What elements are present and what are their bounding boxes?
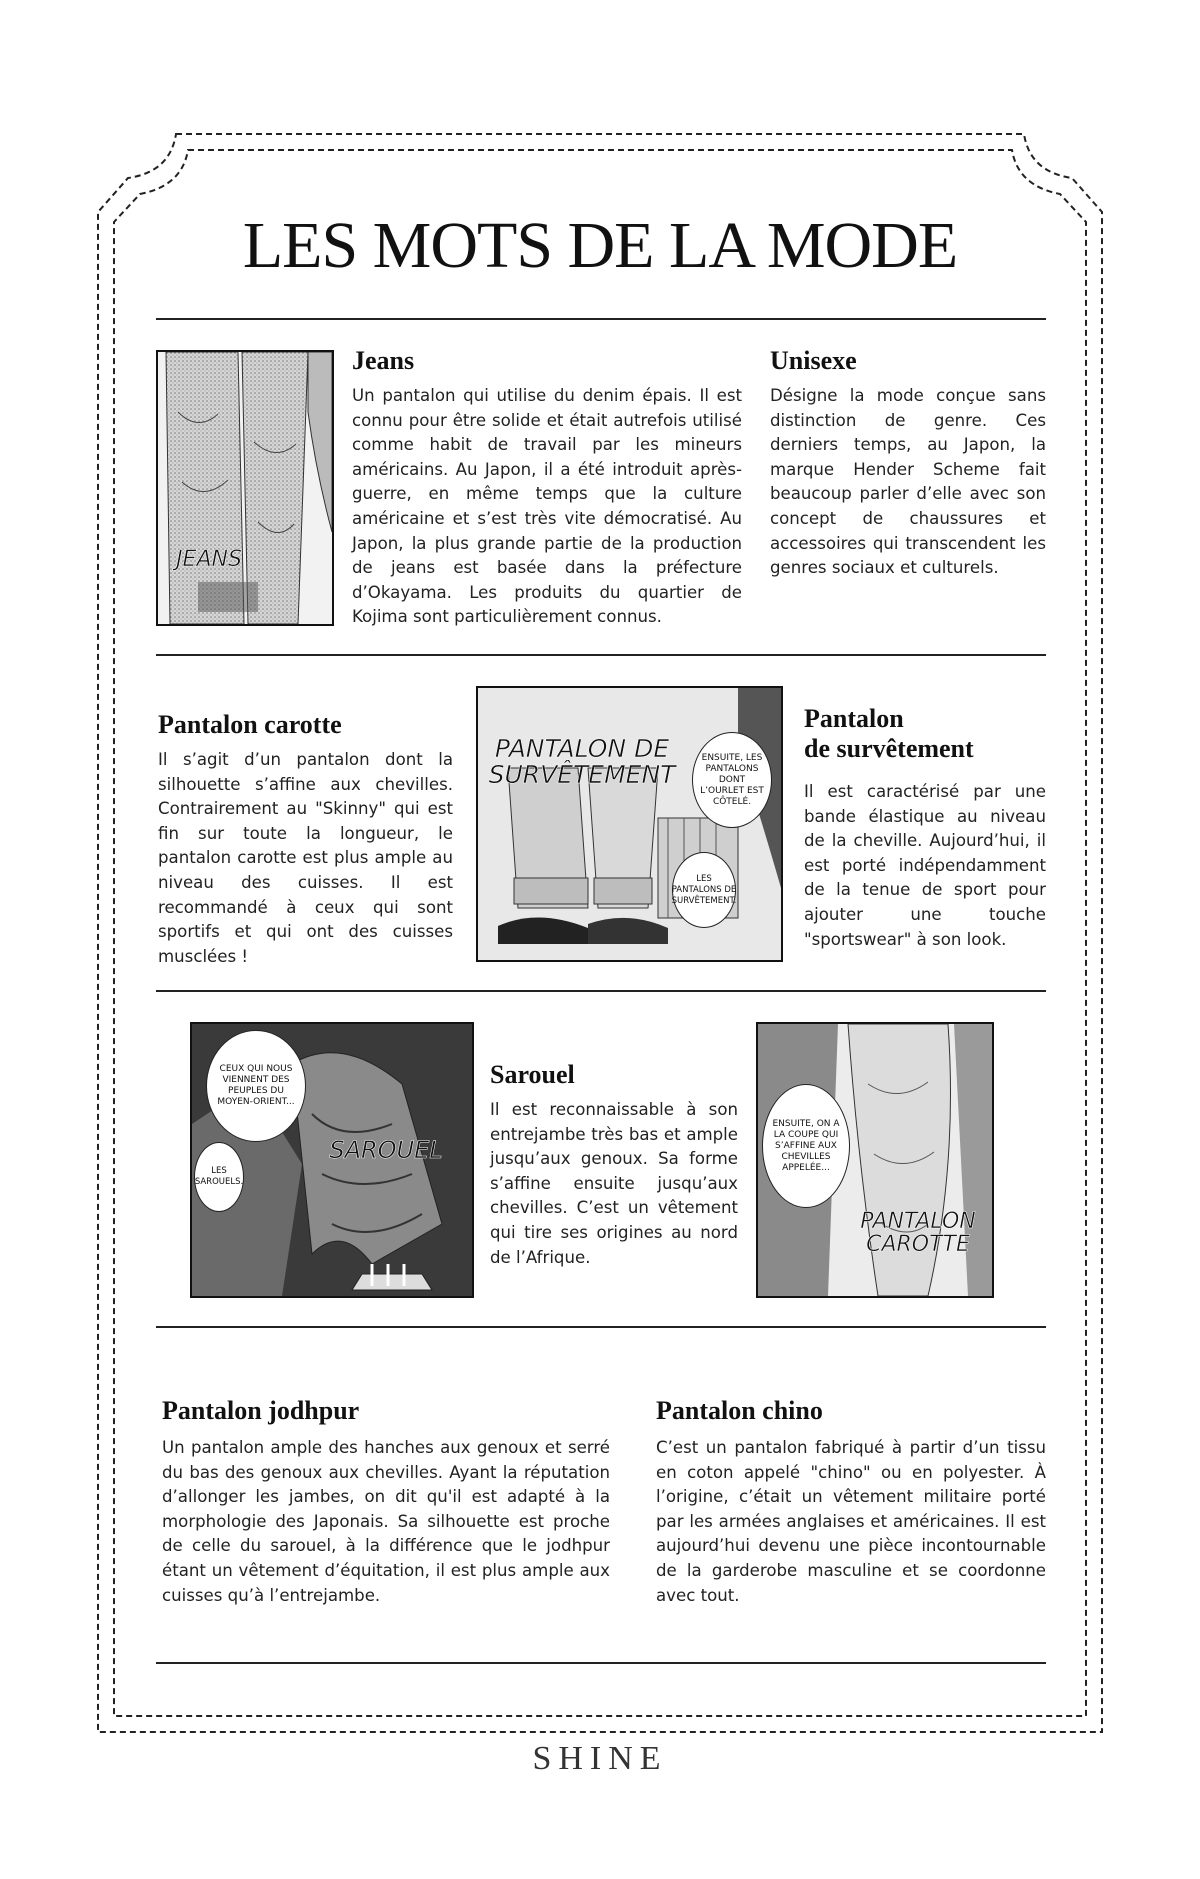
speech-bubble: ENSUITE, ON A LA COUPE QUI S’AFFINE AUX CHEVILLES APPELÉE... — [762, 1084, 850, 1208]
carotte-body: Il s’agit d’un pantalon dont la silhouette s’affine aux chevilles. Contrairement au "Skinny" qui est fin sur toute la longueur, le pantalon carotte est plus ample au niveau des cuisses. Il est recommandé à ceux qui sont sportifs et qui ont des cuisses musclées ! — [158, 750, 453, 966]
chino-body: C’est un pantalon fabriqué à partir d’un tissu en coton appelé "chino" ou en polyester. À l’origine, c’était un vêtement militaire porté par les armées anglaises et américaines. Il est aujourd’hui devenu une pièce incontournable de la garderobe masculine et se coordonne avec tout. — [656, 1438, 1046, 1605]
chino-heading: Pantalon chino — [656, 1396, 823, 1425]
jeans-illustration — [156, 350, 334, 626]
survetement-heading-line1: Pantalon — [804, 704, 904, 733]
survetement-heading-line2: de survêtement — [804, 734, 974, 763]
sarouel-heading: Sarouel — [490, 1060, 575, 1089]
survetement-label-line1: PANTALON DE — [494, 734, 670, 763]
survetement-label-line2: SURVÊTEMENT — [488, 760, 676, 790]
carotte-label-line1: PANTALON — [860, 1209, 976, 1234]
unisexe-heading: Unisexe — [770, 346, 857, 375]
survetement-label — [482, 736, 682, 789]
divider — [156, 654, 1046, 656]
carotte-label-line2: CAROTTE — [866, 1232, 970, 1258]
jeans-body: Un pantalon qui utilise du denim épais. Il est connu pour être solide et était autrefois utilisé comme habit de travail par les mineurs américains. Au Japon, il a été introduit après-guerre, en même temps que la culture américaine et s’est très vite démocratisé. Au Japon, la plus grande partie de la production de jeans est basée dans la préfecture d’Okayama. Les produits du quartier de Kojima sont particulièrement connus. — [352, 386, 742, 627]
page-title: LES MOTS DE LA MODE — [242, 209, 958, 282]
survetement-body: Il est caractérisé par une bande élastique au niveau de la cheville. Aujourd’hui, il est porté indépendamment de la tenue de sport pour ajouter une touche "sportswear" à son look. — [804, 782, 1046, 949]
sarouel-body: Il est reconnaissable à son entrejambe très bas et ample jusqu’aux genoux. Sa forme s’affine ensuite jusqu’aux chevilles. C’est un vêtement qui tire ses origines au nord de l’Afrique. — [490, 1100, 738, 1267]
survetement-heading — [804, 704, 974, 764]
speech-bubble: ENSUITE, LES PANTALONS DONT L’OURLET EST CÔTELÉ. — [692, 732, 772, 828]
carotte-illustration — [756, 1022, 994, 1298]
speech-bubble: LES PANTALONS DE SURVÊTEMENT. — [672, 852, 736, 928]
unisexe-body: Désigne la mode conçue sans distinction de genre. Ces derniers temps, au Japon, la marque Hender Scheme fait beaucoup parler d’elle avec son concept de chaussures et accessoires qui transcendent les genres sociaux et culturels. — [770, 386, 1046, 578]
sarouel-illustration — [190, 1022, 474, 1298]
divider — [156, 318, 1046, 320]
divider — [156, 1326, 1046, 1328]
jodhpur-body: Un pantalon ample des hanches aux genoux et serré du bas des genoux aux chevilles. Ayant la réputation d’allonger les jambes, on dit qu'il est adapté à la morphologie des Japonais. Sa silhouette est proche de celle du sarouel, à la différence que le jodhpur étant un vêtement d’équitation, il est plus ample aux cuisses qu’à l’entrejambe. — [162, 1438, 610, 1605]
divider — [156, 1662, 1046, 1664]
jeans-heading: Jeans — [352, 346, 415, 375]
survetement-illustration — [476, 686, 783, 962]
divider — [156, 990, 1046, 992]
jodhpur-heading: Pantalon jodhpur — [162, 1396, 360, 1425]
carotte-heading: Pantalon carotte — [158, 710, 342, 739]
speech-bubble: LES SAROUELS. — [194, 1142, 244, 1212]
sarouel-label: SAROUEL — [329, 1136, 443, 1164]
footer-title: SHINE — [532, 1740, 668, 1777]
carotte-label — [848, 1210, 988, 1256]
speech-bubble: CEUX QUI NOUS VIENNENT DES PEUPLES DU MOYEN-ORIENT... — [206, 1030, 306, 1142]
jeans-drawing — [158, 352, 332, 624]
jeans-label: JEANS — [176, 547, 242, 572]
